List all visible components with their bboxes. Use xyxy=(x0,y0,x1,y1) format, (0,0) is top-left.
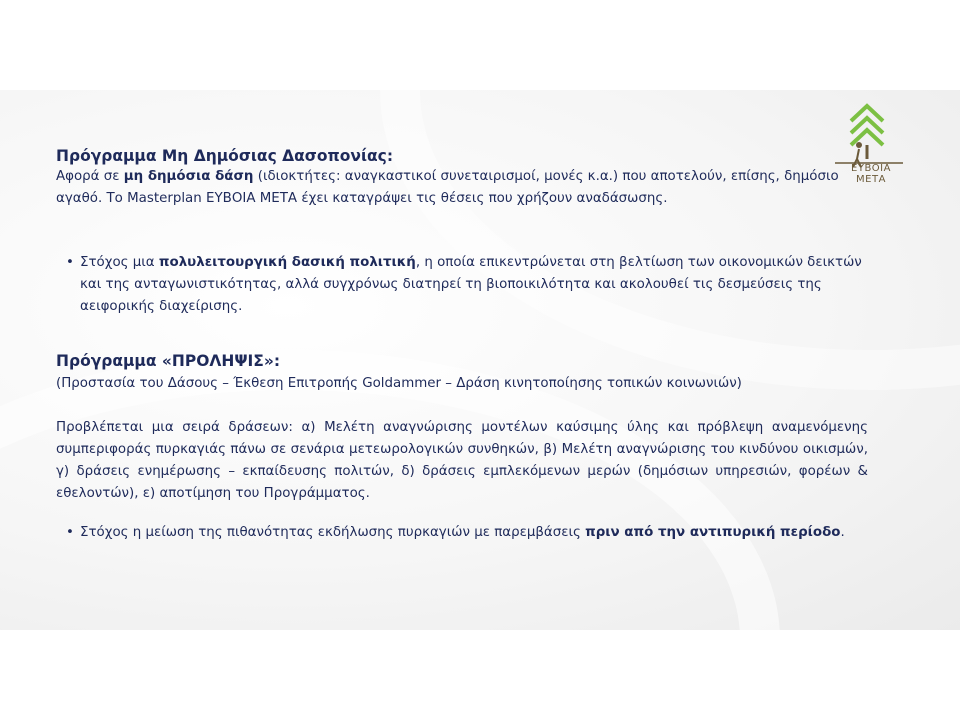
section2-subheading: (Προστασία του Δάσους – Έκθεση Επιτροπής Goldammer – Δράση κινητοποίησης τοπικών κοινωνιών) xyxy=(56,376,742,391)
section1-paragraph xyxy=(56,166,868,210)
section1-heading: Πρόγραμμα Μη Δημόσιας Δασοπονίας: xyxy=(56,147,394,165)
logo-text: ΕΥΒΟΙΑ ΜΕΤΑ xyxy=(851,163,891,185)
section2-heading: Πρόγραμμα «ΠΡΟΛΗΨΙΣ»: xyxy=(56,352,281,370)
text-span: (ιδιοκτήτες: αναγκαστικοί συνεταιρισμοί, μονές κ.α.) που αποτελούν, επίσης, δημόσιο αγαθό. Το Masterplan ΕΥΒΟΙΑ ΜΕΤΑ έχει καταγράψει τις θέσεις που χρήζουν αναδάσωσης. xyxy=(56,169,839,206)
bullet-icon: • xyxy=(66,525,74,540)
section2-bullet xyxy=(66,522,880,544)
bold-text: πριν από την αντιπυρική περίοδο xyxy=(585,525,841,540)
text-span: Στόχος η μείωση της πιθανότητας εκδήλωσης πυρκαγιών με παρεμβάσεις xyxy=(80,525,586,540)
text-span: , η οποία επικεντρώνεται στη βελτίωση των οικονομικών δεικτών και της ανταγωνιστικότητας, αλλά συγχρόνως διατηρεί τη βιοποικιλότητα και ακολουθεί τις δεσμεύσεις της αειφορικής διαχείρισης. xyxy=(80,255,862,314)
section1-bullet xyxy=(66,252,880,318)
bold-text: μη δημόσια δάση xyxy=(123,169,254,184)
text-span: Αφορά σε xyxy=(56,169,124,184)
text-span: . xyxy=(840,525,845,540)
bullet-icon: • xyxy=(66,255,74,270)
section2-paragraph: Προβλέπεται μια σειρά δράσεων: α) Μελέτη αναγνώρισης μοντέλων καύσιμης ύλης και πρόβλεψη αναμενόμενης συμπεριφοράς πυρκαγιάς πάνω σε σενάρια μετεωρολογικών συνθηκών, β) Μελέτη αναγνώρισης του κινδύνου οικισμών, γ) δράσεις ενημέρωσης – εκπαίδευσης πολιτών, δ) δράσεις εμπλεκόμενων μερών (δημόσιων υπηρεσιών, φορέων & εθελοντών), ε) αποτίμηση του Προγράμματος. xyxy=(56,420,868,501)
bold-text: πολυλειτουργική δασική πολιτική xyxy=(158,255,416,270)
text-span: Στόχος μια xyxy=(80,255,159,270)
